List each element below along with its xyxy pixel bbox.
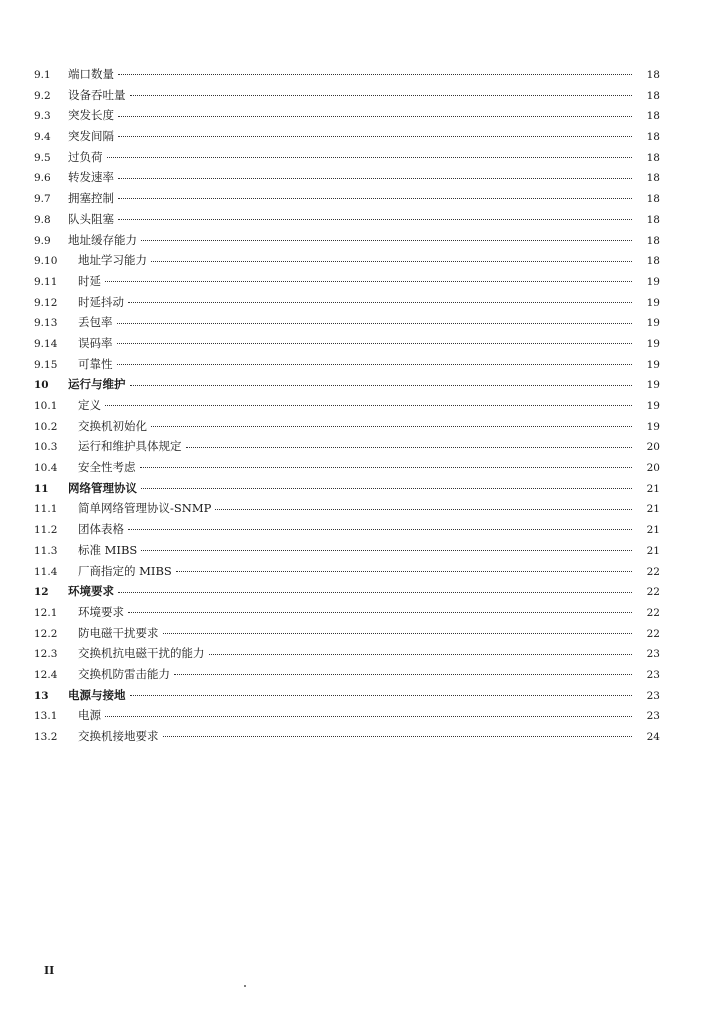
toc-entry-number: 12	[34, 586, 49, 599]
toc-entry-number: 9.15	[34, 358, 58, 371]
toc-leader-dots	[118, 197, 632, 199]
toc-leader-dots	[118, 177, 632, 179]
toc-section-row	[34, 126, 660, 147]
toc-leader-dots	[117, 322, 633, 324]
toc-section-row	[34, 416, 660, 437]
toc-leader-dots	[141, 549, 632, 551]
toc-leader-dots	[163, 632, 633, 634]
toc-entry-page: 18	[646, 255, 660, 268]
toc-entry-number: 9.14	[34, 337, 58, 350]
toc-entry-number: 12.3	[34, 648, 58, 661]
toc-leader-dots	[128, 528, 632, 530]
toc-entry-title: 突发长度	[68, 108, 114, 123]
toc-entry-title: 设备吞吐量	[68, 87, 126, 102]
toc-entry-number: 9.2	[34, 89, 51, 102]
toc-section-row	[34, 705, 660, 726]
toc-entry-title: 时延抖动	[78, 294, 124, 309]
toc-section-row	[34, 726, 660, 747]
toc-entry-page: 19	[646, 337, 660, 350]
toc-entry-page: 19	[646, 420, 660, 433]
toc-section-row	[34, 312, 660, 333]
toc-entry-number: 13.2	[34, 731, 58, 743]
toc-leader-dots	[209, 653, 633, 655]
toc-entry-page: 22	[646, 586, 660, 599]
toc-entry-title: 丢包率	[78, 315, 113, 330]
toc-section-row	[34, 147, 660, 168]
toc-leader-dots	[174, 673, 632, 675]
toc-entry-number: 9.10	[34, 255, 58, 268]
toc-entry-number: 9.8	[34, 213, 51, 226]
toc-section-row	[34, 519, 660, 540]
toc-entry-number: 10.1	[34, 400, 58, 412]
page-number: II	[44, 964, 55, 977]
toc-chapter-row	[34, 581, 660, 602]
toc-leader-dots	[130, 694, 633, 696]
toc-entry-page: 21	[646, 544, 660, 557]
toc-entry-title: 防电磁干扰要求	[78, 625, 159, 640]
toc-leader-dots	[105, 280, 632, 282]
toc-entry-title: 可靠性	[78, 356, 113, 371]
toc-entry-title: 突发间隔	[68, 129, 114, 144]
toc-entry-page: 19	[646, 317, 660, 330]
toc-section-row	[34, 602, 660, 623]
toc-section-row	[34, 64, 660, 85]
toc-chapter-row	[34, 685, 660, 706]
toc-entry-number: 9.1	[34, 69, 51, 81]
toc-entry-page: 18	[646, 213, 660, 226]
toc-entry-title: 时延	[78, 273, 101, 288]
toc-leader-dots	[151, 260, 632, 262]
toc-section-row	[34, 395, 660, 416]
toc-entry-page: 19	[646, 400, 660, 412]
toc-section-row	[34, 561, 660, 582]
toc-entry-number: 9.11	[34, 275, 58, 288]
toc-entry-page: 21	[646, 503, 660, 516]
toc-entry-page: 18	[646, 234, 660, 247]
toc-section-row	[34, 498, 660, 519]
toc-leader-dots	[117, 342, 633, 344]
toc-section-row	[34, 188, 660, 209]
toc-entry-title: 端口数量	[68, 67, 114, 81]
toc-leader-dots	[176, 570, 632, 572]
toc-entry-title: 交换机防雷击能力	[78, 666, 170, 681]
toc-entry-title: 拥塞控制	[68, 191, 114, 206]
toc-entry-page: 24	[646, 731, 660, 743]
toc-entry-number: 11.2	[34, 524, 58, 537]
toc-leader-dots	[118, 73, 632, 75]
toc-entry-number: 11	[34, 482, 49, 495]
toc-leader-dots	[105, 404, 632, 406]
toc-leader-dots	[140, 466, 633, 468]
toc-leader-dots	[107, 156, 633, 158]
toc-chapter-row	[34, 374, 660, 395]
toc-entry-number: 9.6	[34, 172, 51, 185]
toc-entry-page: 22	[646, 627, 660, 640]
toc-section-row	[34, 230, 660, 251]
toc-entry-title: 定义	[78, 398, 101, 412]
toc-entry-page: 18	[646, 151, 660, 164]
toc-entry-title: 地址缓存能力	[68, 232, 137, 247]
toc-entry-page: 23	[646, 648, 660, 661]
toc-entry-title: 电源	[78, 708, 101, 723]
toc-section-row	[34, 105, 660, 126]
toc-leader-dots	[128, 611, 632, 613]
toc-entry-page: 23	[646, 668, 660, 681]
toc-entry-page: 18	[646, 110, 660, 123]
table-of-contents	[34, 64, 660, 747]
toc-entry-title: 团体表格	[78, 522, 124, 537]
toc-entry-title: 误码率	[78, 335, 113, 350]
toc-entry-title: 运行与维护	[68, 377, 126, 392]
toc-leader-dots	[118, 135, 632, 137]
toc-entry-title: 转发速率	[68, 170, 114, 185]
toc-entry-title: 简单网络管理协议-SNMP	[78, 501, 212, 516]
toc-leader-dots	[186, 446, 633, 448]
toc-leader-dots	[130, 94, 633, 96]
toc-leader-dots	[151, 425, 632, 427]
toc-entry-page: 20	[646, 462, 660, 475]
toc-entry-number: 11.1	[34, 503, 58, 516]
toc-entry-number: 11.4	[34, 565, 58, 578]
toc-leader-dots	[141, 487, 632, 489]
toc-section-row	[34, 540, 660, 561]
toc-entry-page: 20	[646, 441, 660, 454]
toc-entry-page: 18	[646, 69, 660, 81]
toc-section-row	[34, 623, 660, 644]
toc-leader-dots	[105, 715, 632, 717]
toc-entry-page: 21	[646, 482, 660, 495]
toc-entry-title: 交换机初始化	[78, 418, 147, 433]
toc-entry-title: 环境要求	[68, 584, 114, 599]
toc-section-row	[34, 250, 660, 271]
toc-entry-title: 交换机抗电磁干扰的能力	[78, 646, 205, 661]
toc-entry-number: 12.1	[34, 606, 58, 619]
toc-entry-number: 12.4	[34, 668, 58, 681]
toc-entry-page: 19	[646, 379, 660, 392]
toc-leader-dots	[141, 239, 632, 241]
toc-entry-title: 电源与接地	[68, 687, 126, 702]
toc-entry-page: 22	[646, 606, 660, 619]
toc-entry-title: 队头阻塞	[68, 211, 114, 226]
toc-entry-number: 10.2	[34, 420, 58, 433]
toc-chapter-row	[34, 478, 660, 499]
toc-entry-number: 13.1	[34, 710, 58, 723]
toc-entry-title: 运行和维护具体规定	[78, 439, 182, 454]
scan-speck	[244, 985, 246, 987]
toc-entry-title: 网络管理协议	[68, 480, 137, 495]
toc-section-row	[34, 209, 660, 230]
toc-entry-page: 22	[646, 565, 660, 578]
toc-section-row	[34, 643, 660, 664]
toc-entry-page: 19	[646, 275, 660, 288]
toc-leader-dots	[118, 218, 632, 220]
toc-entry-number: 10.4	[34, 462, 58, 475]
toc-entry-number: 9.3	[34, 110, 51, 123]
toc-entry-page: 23	[646, 689, 660, 702]
toc-section-row	[34, 354, 660, 375]
toc-entry-number: 9.12	[34, 296, 58, 309]
toc-entry-number: 10	[34, 379, 49, 392]
toc-entry-page: 18	[646, 193, 660, 206]
toc-section-row	[34, 457, 660, 478]
toc-entry-number: 9.9	[34, 234, 51, 247]
toc-section-row	[34, 333, 660, 354]
toc-entry-title: 厂商指定的 MIBS	[78, 563, 172, 578]
toc-entry-number: 9.4	[34, 131, 51, 144]
toc-section-row	[34, 85, 660, 106]
toc-entry-number: 10.3	[34, 441, 58, 454]
toc-entry-number: 9.5	[34, 151, 51, 164]
toc-entry-title: 交换机接地要求	[78, 729, 159, 743]
toc-section-row	[34, 664, 660, 685]
toc-entry-title: 标准 MIBS	[78, 542, 138, 557]
toc-leader-dots	[215, 508, 632, 510]
toc-entry-page: 23	[646, 710, 660, 723]
toc-section-row	[34, 292, 660, 313]
toc-entry-page: 18	[646, 131, 660, 144]
toc-entry-page: 21	[646, 524, 660, 537]
toc-entry-title: 地址学习能力	[78, 253, 147, 268]
toc-entry-title: 环境要求	[78, 604, 124, 619]
toc-entry-page: 19	[646, 296, 660, 309]
toc-section-row	[34, 436, 660, 457]
toc-leader-dots	[118, 115, 632, 117]
toc-entry-number: 9.13	[34, 317, 58, 330]
toc-section-row	[34, 271, 660, 292]
toc-leader-dots	[130, 384, 633, 386]
toc-leader-dots	[128, 301, 632, 303]
toc-entry-title: 过负荷	[68, 149, 103, 164]
toc-entry-number: 12.2	[34, 627, 58, 640]
toc-entry-page: 19	[646, 358, 660, 371]
toc-entry-title: 安全性考虑	[78, 460, 136, 475]
toc-entry-number: 11.3	[34, 544, 58, 557]
toc-entry-page: 18	[646, 172, 660, 185]
toc-section-row	[34, 167, 660, 188]
toc-entry-number: 9.7	[34, 193, 51, 206]
toc-entry-page: 18	[646, 89, 660, 102]
toc-entry-number: 13	[34, 689, 49, 702]
toc-leader-dots	[118, 591, 632, 593]
toc-leader-dots	[163, 735, 633, 737]
toc-leader-dots	[117, 363, 633, 365]
